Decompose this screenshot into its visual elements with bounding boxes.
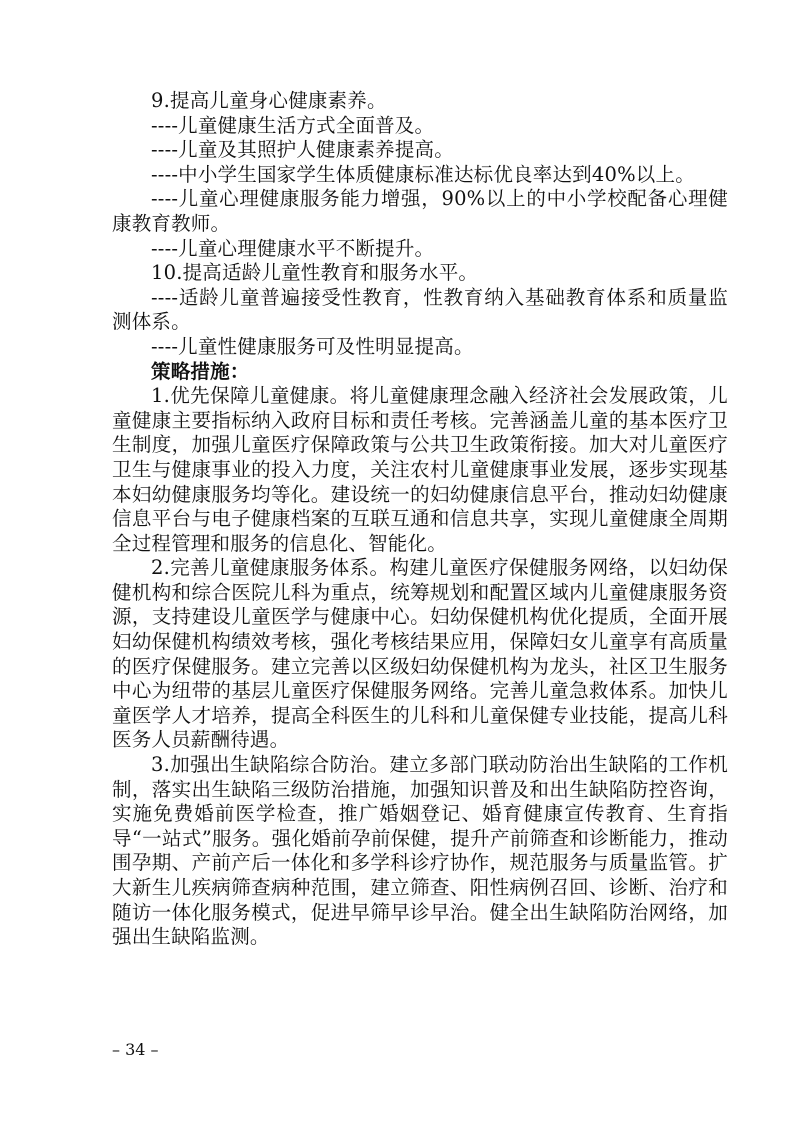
section-9-item: ----儿童及其照护人健康素养提高。 [151,138,454,162]
section-9-item: ----儿童心理健康水平不断提升。 [151,236,435,260]
section-10-title: 10.提高适龄儿童性教育和服务水平。 [151,261,479,285]
measure-paragraph: 3.加强出生缺陷综合防治。建立多部门联动防治出生缺陷的工作机制，落实出生缺陷三级防治措施，加强知识普及和出生缺陷防控咨询，实施免费婚前医学检查，推广婚姻登记、婚育健康宣传教育、生育指导“一站式”服务。强化婚前孕前保健，提升产前筛查和诊断能力，推动围孕期、产前产后一体化和多学科诊疗协作，规范服务与质量监管。扩大新生儿疾病筛查病种范围，建立筛查、阳性病例召回、诊断、治疗和随访一体化服务模式，促进早筛早诊早治。健全出生缺陷防治网络，加强出生缺陷监测。 [112,753,728,949]
measure-paragraph: 1.优先保障儿童健康。将儿童健康理念融入经济社会发展政策，儿童健康主要指标纳入政府目标和责任考核。完善涵盖儿童的基本医疗卫生制度，加强儿童医疗保障政策与公共卫生政策衔接。加大对儿童医疗卫生与健康事业的投入力度，关注农村儿童健康事业发展，逐步实现基本妇幼健康服务均等化。建设统一的妇幼健康信息平台，推动妇幼健康信息平台与电子健康档案的互联互通和信息共享，实现儿童健康全周期全过程管理和服务的信息化、智能化。 [112,384,728,555]
section-10-item: ----儿童性健康服务可及性明显提高。 [151,334,474,358]
page-body [112,89,728,950]
page-number: – 34 – [112,1040,159,1059]
section-9-item: ----儿童心理健康服务能力增强，90%以上的中小学校配备心理健康教育教师。 [112,187,728,235]
section-9-title: 9.提高儿童身心健康素养。 [151,89,387,112]
section-10-item: ----适龄儿童普遍接受性教育，性教育纳入基础教育体系和质量监测体系。 [112,285,728,334]
section-9-item: ----中小学生国家学生体质健康标准达标优良率达到40%以上。 [151,162,695,186]
strategy-heading: 策略措施： [151,359,250,383]
measure-paragraph: 2.完善儿童健康服务体系。构建儿童医疗保健服务网络，以妇幼保健机构和综合医院儿科为重点，统筹规划和配置区域内儿童健康服务资源，支持建设儿童医学与健康中心。妇幼保健机构优化提质，全面开展妇幼保健机构绩效考核，强化考核结果应用，保障妇女儿童享有高质量的医疗保健服务。建立完善以区级妇幼保健机构为龙头，社区卫生服务中心为纽带的基层儿童医疗保健服务网络。完善儿童急救体系。加快儿童医学人才培养，提高全科医生的儿科和儿童保健专业技能，提高儿科医务人员薪酬待遇。 [112,556,728,752]
section-9-item: ----儿童健康生活方式全面普及。 [151,113,435,137]
